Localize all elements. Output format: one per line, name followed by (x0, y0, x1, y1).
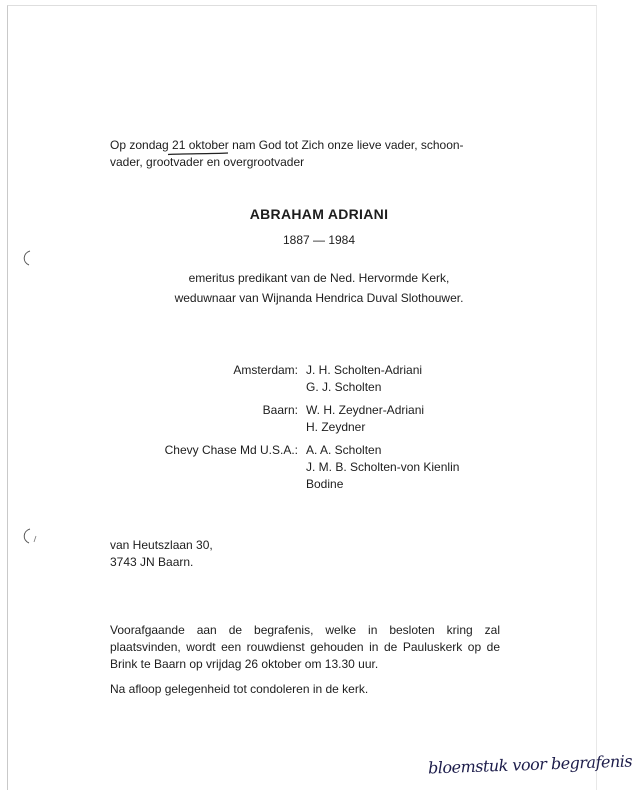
family-member: W. H. Zeydner-Adriani (306, 403, 425, 417)
family-group-baarn (140, 402, 459, 436)
family-place: Chevy Chase Md U.S.A.: (164, 443, 298, 457)
deceased-name: ABRAHAM ADRIANI (249, 206, 389, 222)
handwritten-underline (168, 152, 228, 156)
family-group-chevy-chase (140, 442, 459, 493)
family-member: H. Zeydner (306, 420, 366, 434)
handwritten-note: bloemstuk voor begrafenis (427, 751, 632, 778)
address-line-2: 3743 JN Baarn. (110, 555, 194, 569)
notice-paragraph-2: Na afloop gelegenheid tot condoleren in de kerk. (110, 682, 369, 696)
family-place: Amsterdam: (233, 363, 298, 377)
funeral-notice (110, 622, 500, 698)
family-member: G. J. Scholten (306, 380, 382, 394)
intro-line-1 (110, 137, 500, 154)
address-line-1: van Heutszlaan 30, (110, 538, 213, 552)
family-member: J. M. B. Scholten-von Kienlin (306, 460, 460, 474)
punch-hole-mark-bottom (20, 528, 34, 544)
description-line-1: emeritus predikant van de Ned. Hervormde Kerk, (188, 271, 450, 285)
description-line-2: weduwnaar van Wijnanda Hendrica Duval Slothouwer. (174, 291, 464, 305)
intro-text-after-date: nam God tot Zich onze lieve vader, schoon- (228, 138, 464, 152)
family-member: Bodine (306, 477, 344, 491)
announcement-intro (110, 137, 500, 171)
family-member: J. H. Scholten-Adriani (306, 363, 423, 377)
family-member: A. A. Scholten (306, 443, 382, 457)
intro-date (172, 138, 229, 152)
intro-text-before-date: Op zondag (110, 138, 173, 152)
deceased-years: 1887 — 1984 (282, 233, 356, 247)
intro-line-2: vader, grootvader en overgrootvader (110, 155, 305, 169)
family-group-amsterdam (140, 362, 459, 396)
family-place: Baarn: (262, 403, 298, 417)
family-list (140, 362, 459, 493)
punch-hole-mark-top (20, 250, 34, 266)
intro-date-text: 21 oktober (172, 138, 229, 152)
correspondence-address (110, 537, 213, 571)
notice-paragraph-1: Voorafgaande aan de begrafenis, welke in besloten kring zal plaatsvinden, wordt een rouwdienst gehouden in de Pauluskerk op de Brink te Baarn op vrijdag 26 oktober om 13.30 uur. (110, 623, 500, 671)
